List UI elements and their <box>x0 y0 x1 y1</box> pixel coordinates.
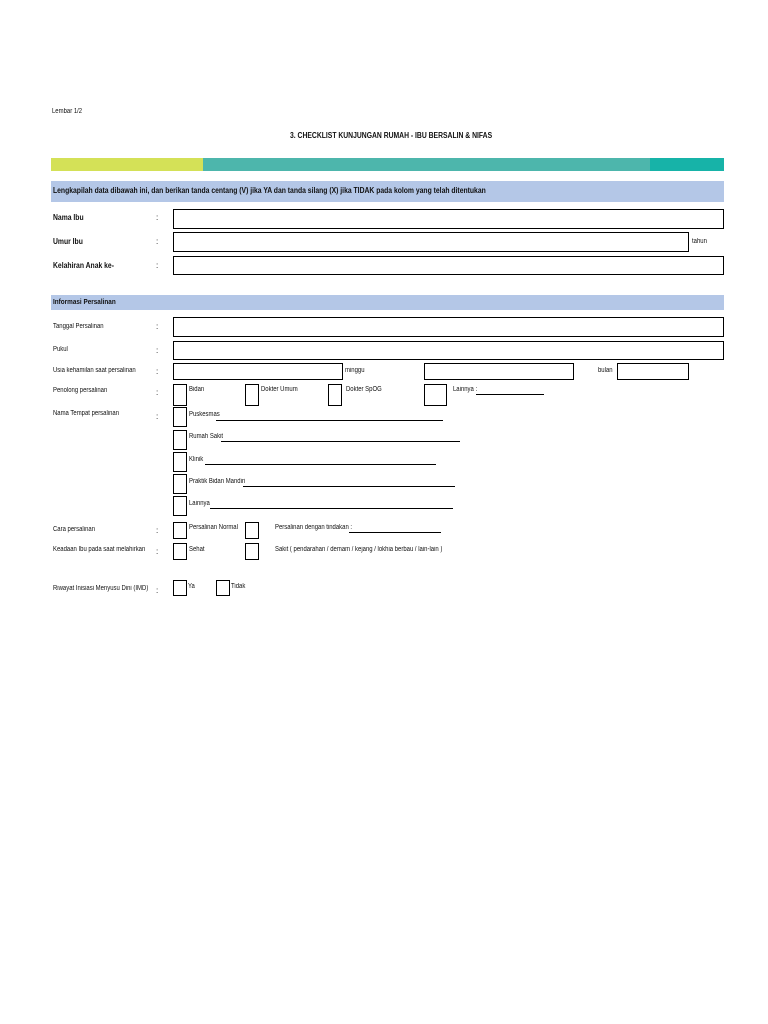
keadaan-sakit-checkbox[interactable] <box>245 543 259 560</box>
colon: : <box>156 322 159 331</box>
tempat-praktik-checkbox[interactable] <box>173 474 187 494</box>
tempat-lainnya-label: Lainnya <box>189 500 210 507</box>
tempat-lainnya-line[interactable] <box>210 508 453 509</box>
cara-tindakan-checkbox[interactable] <box>245 522 259 539</box>
tempat-klinik-label: Klinik <box>189 456 204 463</box>
penolong-lainnya-checkbox[interactable] <box>424 384 447 406</box>
colon: : <box>156 213 159 222</box>
cara-label: Cara persalinan <box>53 526 96 533</box>
penolong-dokter-spog-checkbox[interactable] <box>328 384 342 406</box>
imd-tidak-checkbox[interactable] <box>216 580 230 596</box>
colon: : <box>156 412 159 421</box>
tempat-puskesmas-line[interactable] <box>216 420 443 421</box>
instruction-text: Lengkapilah data dibawah ini, dan berikan tanda centang (V) jika YA dan tanda silang (X) jika TIDAK pada kolom yang telah ditentukan <box>53 186 486 195</box>
tempat-praktik-line[interactable] <box>243 486 455 487</box>
kelahiran-label: Kelahiran Anak ke- <box>53 261 114 270</box>
penolong-bidan-checkbox[interactable] <box>173 384 187 406</box>
bulan-label: bulan <box>598 367 613 374</box>
penolong-dokter-spog-label: Dokter SpOG <box>346 386 382 393</box>
umur-ibu-field[interactable] <box>173 232 689 252</box>
keadaan-sehat-checkbox[interactable] <box>173 543 187 560</box>
penolong-dokter-umum-label: Dokter Umum <box>261 386 298 393</box>
tempat-rumah-sakit-checkbox[interactable] <box>173 430 187 450</box>
tempat-rumah-sakit-line[interactable] <box>221 441 460 442</box>
tempat-rumah-sakit-label: Rumah Sakit <box>189 433 224 440</box>
tanggal-label: Tanggal Persalinan <box>53 323 104 330</box>
tempat-klinik-line[interactable] <box>205 464 436 465</box>
usia-bulan-field[interactable] <box>424 363 574 380</box>
tempat-praktik-label: Praktik Bidan Mandiri <box>189 478 246 485</box>
keadaan-label: Keadaan Ibu pada saat melahirkan <box>53 546 146 553</box>
nama-ibu-label: Nama Ibu <box>53 213 84 222</box>
section-title: Informasi Persalinan <box>53 297 116 306</box>
imd-ya-label: Ya <box>188 583 195 590</box>
colon: : <box>156 586 159 595</box>
pukul-field[interactable] <box>173 341 724 360</box>
sheet-number: Lembar 1/2 <box>52 108 83 115</box>
imd-tidak-label: Tidak <box>231 583 246 590</box>
imd-ya-checkbox[interactable] <box>173 580 187 596</box>
tempat-puskesmas-label: Puskesmas <box>189 411 220 418</box>
tanggal-field[interactable] <box>173 317 724 337</box>
cara-tindakan-line[interactable] <box>349 532 441 533</box>
colon: : <box>156 526 159 535</box>
pukul-label: Pukul <box>53 346 68 353</box>
tempat-klinik-checkbox[interactable] <box>173 452 187 472</box>
keadaan-sehat-label: Sehat <box>189 546 205 553</box>
penolong-label: Penolong persalinan <box>53 387 108 394</box>
kelahiran-field[interactable] <box>173 256 724 275</box>
colon: : <box>156 388 159 397</box>
colon: : <box>156 547 159 556</box>
color-bar-teal-dark <box>650 158 724 171</box>
section-band <box>51 295 724 310</box>
colon: : <box>156 261 159 270</box>
colon: : <box>156 237 159 246</box>
usia-label: Usia kehamilan saat persalinan <box>53 367 136 374</box>
colon: : <box>156 367 159 376</box>
nama-ibu-field[interactable] <box>173 209 724 229</box>
colon: : <box>156 346 159 355</box>
penolong-bidan-label: Bidan <box>189 386 205 393</box>
minggu-label: minggu <box>345 367 365 374</box>
umur-ibu-label: Umur Ibu <box>53 237 83 246</box>
color-bar-teal <box>203 158 650 171</box>
penolong-dokter-umum-checkbox[interactable] <box>245 384 259 406</box>
usia-extra-field[interactable] <box>617 363 689 380</box>
page-title: 3. CHECKLIST KUNJUNGAN RUMAH - IBU BERSALIN & NIFAS <box>290 131 493 140</box>
tempat-label: Nama Tempat persalinan <box>53 410 120 417</box>
cara-tindakan-label: Persalinan dengan tindakan : <box>275 524 353 531</box>
usia-minggu-field[interactable] <box>173 363 343 380</box>
imd-label: Riwayat Inisiasi Menyusu Dini (IMD) <box>53 585 149 592</box>
tempat-lainnya-checkbox[interactable] <box>173 496 187 516</box>
tahun-label: tahun <box>692 238 707 245</box>
tempat-puskesmas-checkbox[interactable] <box>173 407 187 427</box>
cara-normal-checkbox[interactable] <box>173 522 187 539</box>
keadaan-sakit-label: Sakit ( pendarahan / demam / kejang / lokhia berbau / lain-lain ) <box>275 546 443 553</box>
penolong-lainnya-line[interactable] <box>476 394 544 395</box>
penolong-lainnya-label: Lainnya : <box>453 386 478 393</box>
color-bar-lime <box>51 158 203 171</box>
cara-normal-label: Persalinan Normal <box>189 524 238 531</box>
